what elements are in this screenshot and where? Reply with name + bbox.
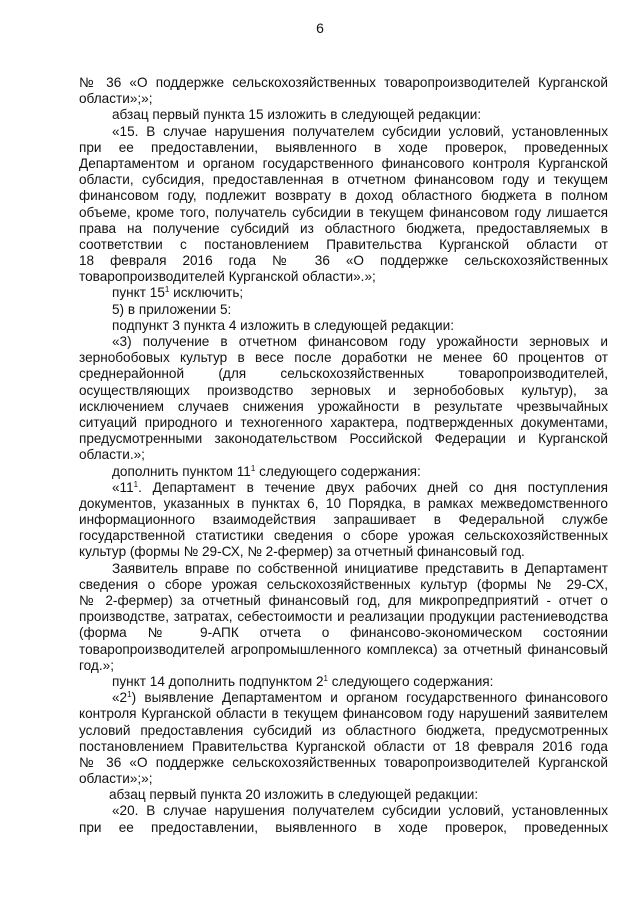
line-text: № 36 «О поддержке сельскохозяйственных товаропроизводителей Курганской [79,754,608,770]
text-line [79,739,608,755]
line-text: абзац первый пункта 15 изложить в следующей редакции: [112,107,482,123]
line-text: производстве, затратах, себестоимости и реализации продукции растениеводства [79,609,608,625]
superscript: 1 [250,463,256,473]
text-line [79,464,608,480]
text-line [79,723,608,739]
text-line [79,253,608,269]
line-text: контроля Курганской области в текущем финансовом году нарушений заявителем [79,706,608,722]
text-line [79,172,608,188]
text-line [79,658,608,674]
text-line [79,674,608,690]
text-line [79,156,608,172]
line-text: финансовом году, подлежит возврату в доход областного бюджета в полном [79,188,608,204]
text-line [79,285,608,301]
line-text: «2 [112,690,128,706]
page-number: 6 [316,20,324,36]
line-text: «3) получение в отчетном финансовом году урожайности зерновых и [112,334,608,349]
text-line [79,91,608,107]
superscript: 1 [323,673,328,683]
text-line [79,447,608,463]
line-text: товаропроизводителей Курганской области».»; [79,269,376,285]
text-line [79,706,608,722]
text-line [79,820,608,836]
text-line [79,366,608,382]
superscript: 1 [127,690,132,700]
text-line [79,221,608,237]
line-text-continued: следующего содержания: [255,463,421,479]
line-text: информационного взаимодействия запрашивает в Федеральной службе [79,512,608,528]
text-line [79,528,608,544]
text-line [79,350,608,366]
line-text: соответствии с постановлением Правительства Курганской области от [79,236,608,252]
line-text: подпункт 3 пункта 4 изложить в следующей редакции: [112,317,454,333]
line-text: № 36 «О поддержке сельскохозяйственных товаропроизводителей Курганской [79,75,608,90]
text-line [79,415,608,431]
line-text: среднерайонной (для сельскохозяйственных товаропроизводителей, [79,366,608,382]
line-text: дополнить пунктом 11 [112,463,251,479]
text-line [79,771,608,787]
line-text: 18 февраля 2016 года № 36 «О поддержке сельскохозяйственных [79,253,608,269]
text-line [79,690,608,706]
line-text: сведения о сборе урожая сельскохозяйственных культур (формы № 29-СХ, [79,576,608,592]
line-text-continued: . Департамент в течение двух рабочих дней со дня поступления [138,479,608,495]
line-text: документов, указанных в пунктах 6, 10 Порядка, в рамках межведомственного [79,495,608,511]
line-text: «20. В случае нарушения получателем субсидии условий, установленных [112,803,608,819]
line-text: объеме, кроме того, получатель субсидии в текущем финансовом году лишается [79,204,608,220]
text-line [79,124,608,140]
line-text-continued: исключить; [169,285,244,301]
text-line [79,431,608,447]
line-text: права на получение субсидий из областного бюджета, предоставляемых в [79,220,608,236]
line-text: осуществляющих производство зерновых и зернобобовых культур), за [79,382,608,398]
text-line [79,140,608,156]
text-line [79,755,608,771]
line-text: при ее предоставлении, выявленного в ходе проверок, проведенных [79,819,608,835]
superscript: 1 [164,285,170,295]
text-line [79,577,608,593]
text-line [79,75,608,91]
line-text: (форма № 9-АПК отчета о финансово-экономическом состоянии [79,625,608,641]
line-text-continued: следующего содержания: [328,673,494,689]
line-text: ситуаций природного и техногенного характера, подтвержденных документами, [79,414,608,430]
line-text: Департаментом и органом государственного финансового контроля Курганской [79,155,608,171]
text-line [79,237,608,253]
line-text: предусмотренными законодательством Российской Федерации и Курганской [79,431,608,447]
text-line [79,787,608,803]
text-line [79,318,608,334]
line-text: условий предоставления субсидий из областного бюджета, предусмотренных [79,722,608,738]
line-text: год.»; [79,657,114,673]
line-text: области, субсидия, предоставленная в отчетном финансовом году и текущем [79,172,608,188]
text-line [79,625,608,641]
line-text: области»;»; [79,91,153,107]
line-text: № 2-фермер) за отчетный финансовый год, для микропредприятий - отчет о [79,593,608,608]
text-line [79,205,608,221]
line-text: исключением случаев снижения урожайности в результате чрезвычайных [79,398,608,414]
document-body [79,75,608,836]
line-text: области»;»; [79,771,153,787]
text-line [79,512,608,528]
line-text: 5) в приложении 5: [112,301,232,317]
line-text: «11 [112,479,134,495]
line-text: «15. В случае нарушения получателем субсидии условий, установленных [112,123,608,139]
line-text: государственной статистики сведения о сборе урожая сельскохозяйственных [79,528,608,544]
text-line [79,107,608,123]
line-text-continued: ) выявление Департаментом и органом государственного финансового [131,690,608,706]
text-line [79,188,608,204]
text-line [79,334,608,350]
line-text: постановлением Правительства Курганской области от 18 февраля 2016 года [79,738,608,754]
line-text: при ее предоставлении, выявленного в ходе проверок, проведенных [79,139,608,155]
text-line [79,609,608,625]
text-line [79,302,608,318]
text-line [79,269,608,285]
text-line [79,544,608,560]
line-text: Заявитель вправе по собственной инициативе представить в Департамент [112,560,608,576]
text-line [79,399,608,415]
text-line [79,593,608,609]
text-line [79,383,608,399]
line-text: товаропроизводителей агропромышленного комплекса) за отчетный финансовый [79,641,608,657]
line-text: пункт 14 дополнить подпунктом 2 [112,673,324,689]
line-text: абзац первый пункта 20 изложить в следующей редакции: [109,787,479,803]
line-text: культур (формы № 29-СХ, № 2-фермер) за отчетный финансовый год. [79,544,525,560]
line-text: зернобобовых культур в весе после доработки не менее 60 процентов от [79,350,608,366]
line-text: области.»; [79,447,145,463]
line-text: пункт 15 [112,285,165,301]
superscript: 1 [133,479,139,489]
text-line [79,561,608,577]
text-line [79,496,608,512]
text-line [79,803,608,819]
text-line [79,480,608,496]
text-line [79,642,608,658]
